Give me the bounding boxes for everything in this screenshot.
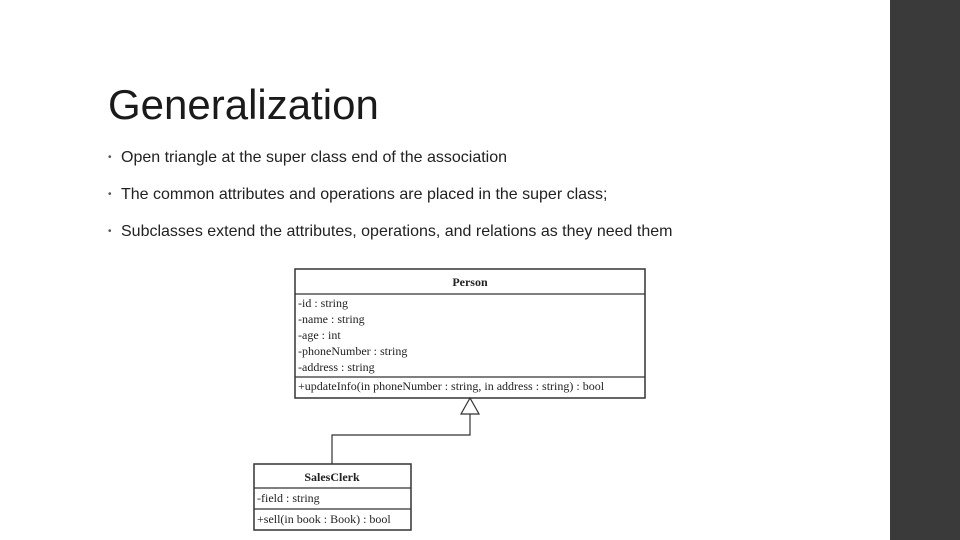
bullet-icon: • <box>108 226 112 237</box>
slide-title: Generalization <box>108 81 379 128</box>
class-operation: +sell(in book : Book) : bool <box>257 512 391 526</box>
class-attribute: -address : string <box>298 360 375 374</box>
class-attribute: -phoneNumber : string <box>298 344 408 358</box>
open-triangle-icon <box>461 398 479 414</box>
side-panel <box>890 0 960 540</box>
class-attribute: -field : string <box>257 491 320 505</box>
class-attribute: -id : string <box>298 296 348 310</box>
class-person-name: Person <box>452 275 488 289</box>
class-person <box>295 269 645 398</box>
class-attribute: -age : int <box>298 328 341 342</box>
bullet-icon: • <box>108 152 112 163</box>
class-salesclerk <box>254 464 411 530</box>
class-salesclerk-name: SalesClerk <box>304 470 360 484</box>
generalization-line <box>332 414 470 464</box>
bullet-text: Open triangle at the super class end of the association <box>121 149 508 166</box>
generalization-arrow <box>332 398 479 464</box>
bullet-text: Subclasses extend the attributes, operations, and relations as they need them <box>121 223 673 240</box>
class-operation: +updateInfo(in phoneNumber : string, in address : string) : bool <box>298 379 605 393</box>
bullet-icon: • <box>108 189 112 200</box>
class-attribute: -name : string <box>298 312 365 326</box>
bullet-text: The common attributes and operations are placed in the super class; <box>121 186 608 203</box>
